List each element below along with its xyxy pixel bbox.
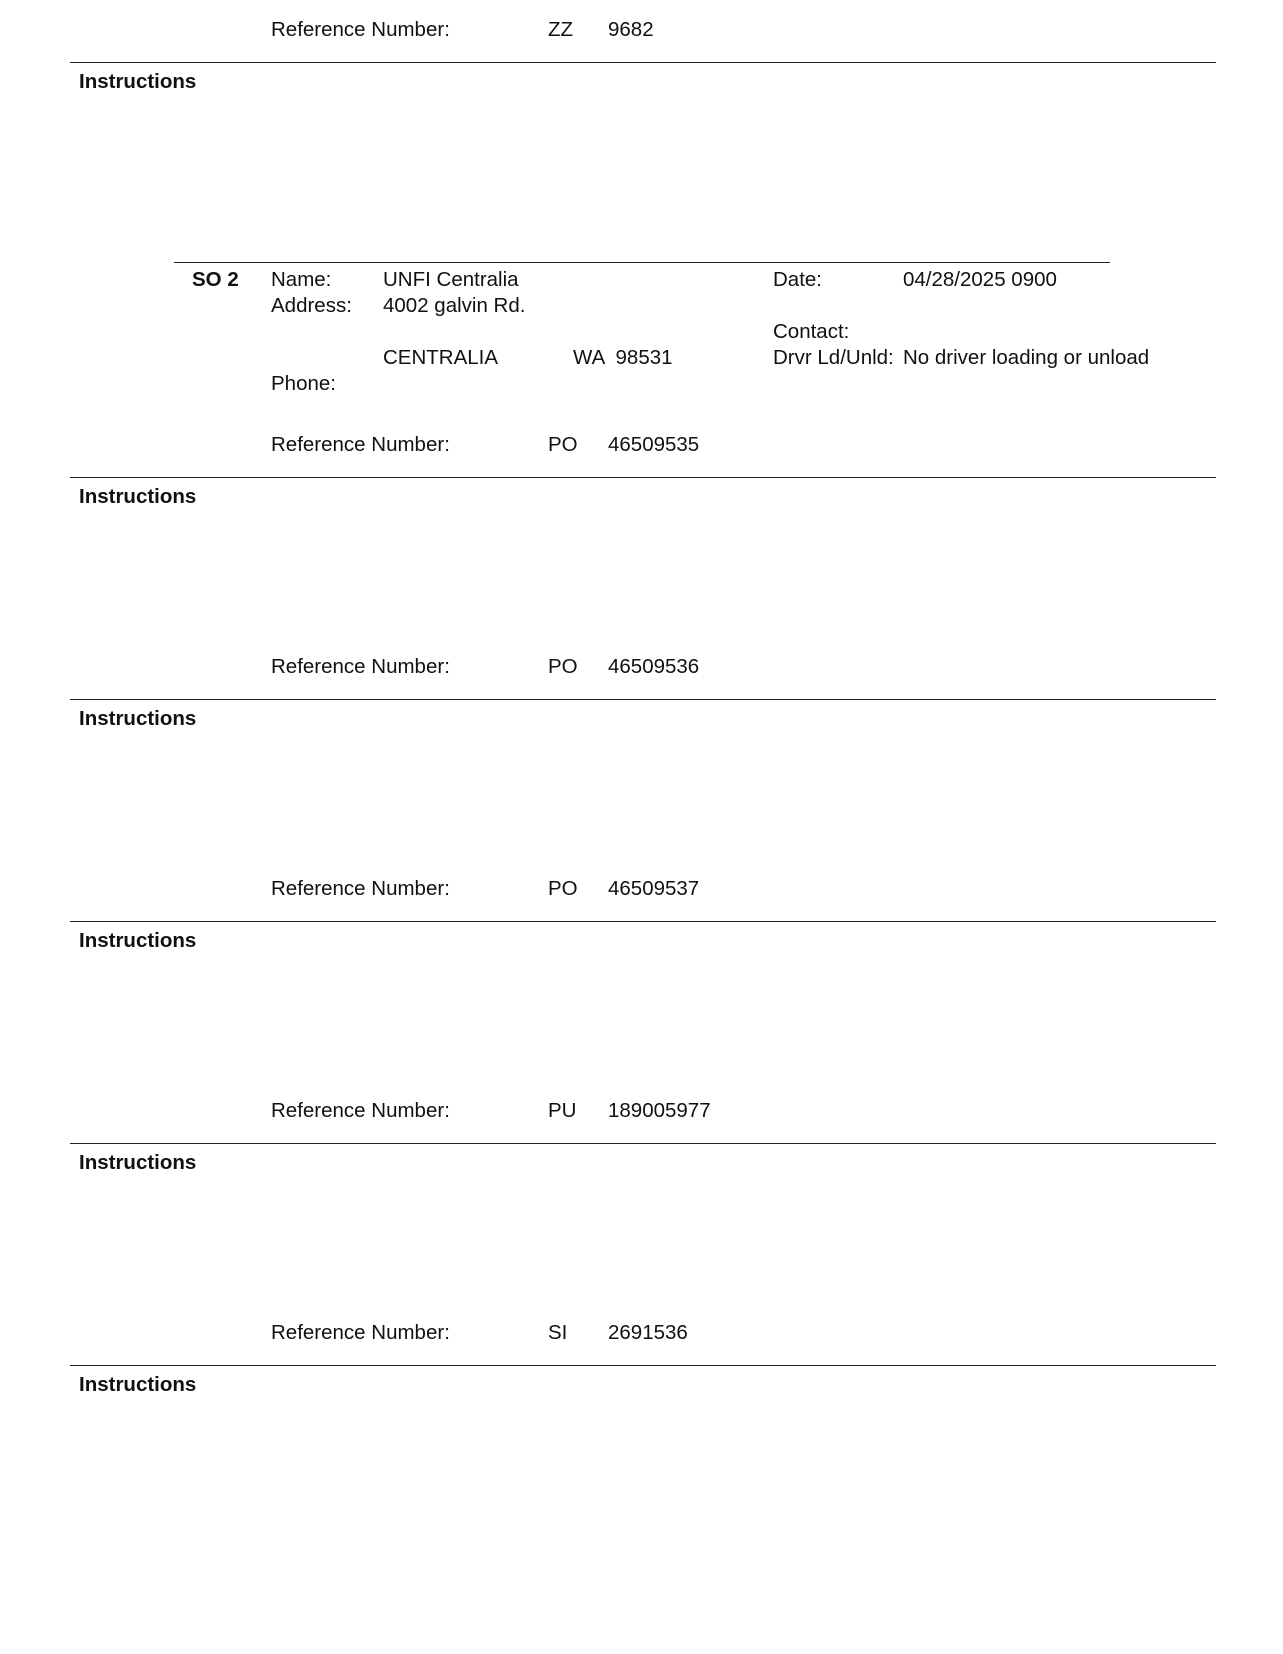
reference-qualifier: PO (548, 433, 578, 456)
reference-number: 2691536 (608, 1321, 688, 1344)
divider (70, 1365, 1216, 1366)
stop-date: 04/28/2025 0900 (903, 268, 1057, 291)
reference-number: 46509536 (608, 655, 700, 678)
instructions-heading: Instructions (79, 70, 197, 93)
instructions-heading: Instructions (79, 707, 197, 730)
contact-label: Contact: (773, 320, 850, 343)
reference-label: Reference Number: (271, 433, 450, 456)
reference-label: Reference Number: (271, 1321, 450, 1344)
address-state-zip: WA 98531 (573, 346, 673, 369)
reference-qualifier: PO (548, 655, 578, 678)
name-label: Name: (271, 268, 332, 291)
address-label: Address: (271, 294, 352, 317)
reference-qualifier: PU (548, 1099, 577, 1122)
divider (70, 1143, 1216, 1144)
reference-label: Reference Number: (271, 655, 450, 678)
stop-name: UNFI Centralia (383, 268, 519, 291)
reference-number: 189005977 (608, 1099, 711, 1122)
reference-number: 46509537 (608, 877, 700, 900)
driver-label: Drvr Ld/Unld: (773, 346, 894, 369)
address-line1: 4002 galvin Rd. (383, 294, 526, 317)
reference-qualifier: PO (548, 877, 578, 900)
divider (70, 699, 1216, 700)
reference-qualifier: SI (548, 1321, 568, 1344)
instructions-heading: Instructions (79, 1373, 197, 1396)
reference-qualifier: ZZ (548, 18, 574, 41)
reference-label: Reference Number: (271, 18, 450, 41)
driver-value: No driver loading or unload (903, 346, 1150, 369)
instructions-heading: Instructions (79, 485, 197, 508)
divider (70, 477, 1216, 478)
reference-number: 46509535 (608, 433, 700, 456)
address-city: CENTRALIA (383, 346, 499, 369)
stop-divider (174, 262, 1110, 263)
divider (70, 921, 1216, 922)
date-label: Date: (773, 268, 822, 291)
instructions-heading: Instructions (79, 929, 197, 952)
reference-number: 9682 (608, 18, 654, 41)
reference-label: Reference Number: (271, 1099, 450, 1122)
instructions-heading: Instructions (79, 1151, 197, 1174)
divider (70, 62, 1216, 63)
reference-label: Reference Number: (271, 877, 450, 900)
phone-label: Phone: (271, 372, 336, 395)
stop-code: SO 2 (192, 268, 239, 291)
